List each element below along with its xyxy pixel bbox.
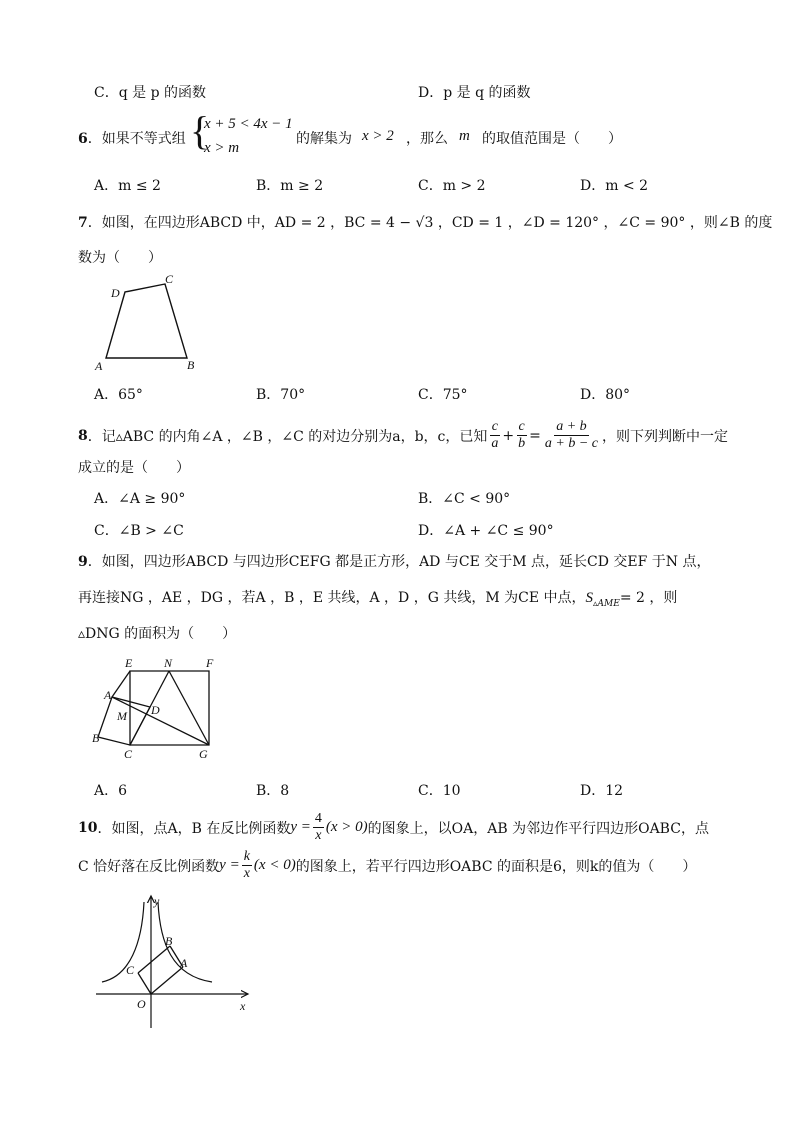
q10-line1-pre: ．如图，点A，B 在反比例函数	[97, 820, 291, 837]
q6-pre: ．如果不等式组	[87, 131, 186, 147]
domain-positive: (x > 0)	[325, 819, 368, 835]
fraction-c-over-b: $\frac{c}{b}$	[518, 419, 526, 451]
q10-line2-pre: C 恰好落在反比例函数	[78, 858, 220, 875]
q8-line2: 成立的是（ ）	[78, 460, 190, 476]
segment-bc	[138, 946, 170, 973]
q9-squares-figure	[88, 655, 218, 765]
q5-option-c: C．q 是 p 的函数	[94, 85, 206, 101]
q7-option-a: A．65°	[94, 387, 143, 403]
fraction-ab-over-abc: $\frac{a + b}{a + b - c}$	[544, 419, 598, 451]
q9-line2-post: = 2 ，则	[619, 590, 678, 606]
q6-option-a: A．m ≤ 2	[94, 178, 161, 194]
label-c: C	[124, 747, 133, 761]
q9-text: ．如图，四边形ABCD 与四边形CEFG 都是正方形，AD 与CE 交于M 点，延长CD 交EF 于N 点，	[87, 554, 711, 570]
q10-line1-post: 的图象上，以OA，AB 为邻边作平行四边形OABC，点	[367, 820, 709, 837]
q8-line1	[78, 420, 728, 451]
q6-inequality-2: x > m	[204, 140, 240, 156]
plus-sign: +	[502, 427, 515, 444]
q7-number: 7	[78, 215, 88, 231]
label-a: A	[104, 688, 112, 702]
label-n: N	[164, 656, 173, 670]
label-c: C	[126, 963, 135, 977]
q7-option-c: C．75°	[418, 387, 468, 403]
q7-line1	[78, 212, 772, 232]
q8-post: ，则下列判断中一定	[601, 428, 728, 445]
q6-mid2: ，那么	[406, 131, 448, 147]
area-subscript: ▵AME	[593, 598, 620, 609]
fraction-k-over-x: $\frac{k}{x}$	[243, 849, 250, 881]
q6-option-b: B．m ≥ 2	[256, 178, 324, 194]
axis-label-y: y	[154, 894, 160, 908]
label-b: B	[165, 934, 173, 948]
q8-option-a: A．∠A ≥ 90°	[94, 491, 186, 507]
q10-hyperbola-figure	[92, 888, 262, 1034]
label-e: E	[125, 656, 133, 670]
q6-option-d: D．m < 2	[580, 178, 649, 194]
axis-label-x: x	[240, 999, 246, 1013]
q7-quadrilateral-figure	[90, 270, 210, 375]
q6-post: 的取值范围是（ ）	[482, 131, 622, 147]
q9-option-c: C．10	[418, 783, 461, 799]
hyperbola-left-branch	[102, 902, 144, 982]
label-f: F	[206, 656, 214, 670]
q9-option-d: D．12	[580, 783, 624, 799]
q9-option-b: B．8	[256, 783, 290, 799]
square-cefg	[130, 671, 209, 745]
label-d: D	[151, 703, 160, 717]
q9-line2-text: 再连接NG ，AE ，DG ，若A ，B ，E 共线，A ，D ，G 共线，M 为CE 中点，	[78, 590, 586, 606]
q10-number: 10	[78, 819, 98, 836]
q8-option-c: C．∠B > ∠C	[94, 523, 184, 539]
q6-option-c: C．m > 2	[418, 178, 486, 194]
label-b: B	[187, 358, 195, 372]
area-symbol: S	[585, 590, 594, 606]
label-a: A	[180, 956, 188, 970]
line-ng	[169, 671, 209, 745]
q8-option-b: B．∠C < 90°	[418, 491, 511, 507]
fraction-4-over-x: $\frac{4}{x}$	[314, 811, 322, 843]
fraction-c-over-a: $\frac{c}{a}$	[491, 419, 499, 451]
q10-line1	[78, 812, 709, 843]
q8-option-d: D．∠A + ∠C ≤ 90°	[418, 523, 554, 539]
q5-option-d: D．p 是 q 的函数	[418, 85, 531, 101]
line-ae	[112, 671, 130, 697]
q6-var: m	[459, 128, 470, 144]
label-d: D	[111, 286, 120, 300]
q6-solution: x > 2	[362, 128, 394, 144]
line-cn	[130, 671, 169, 745]
system-brace: {	[190, 108, 210, 153]
q6-mid1: 的解集为	[296, 131, 352, 147]
label-b: B	[92, 731, 100, 745]
q7-option-b: B．70°	[256, 387, 306, 403]
domain-negative: (x < 0)	[253, 857, 296, 873]
q10-line2-post: 的图象上，若平行四边形OABC 的面积是6，则k的值为（ ）	[295, 858, 697, 875]
equals-sign: =	[529, 427, 541, 444]
q8-number: 8	[78, 427, 88, 444]
label-o: O	[137, 997, 146, 1011]
q7-option-d: D．80°	[580, 387, 631, 403]
q8-triangle-text: ▵ABC 的内角∠A ，∠B ，∠C 的对边分别为a，b，c，已知	[115, 428, 488, 445]
q9-line3: ▵DNG 的面积为（ ）	[78, 626, 237, 642]
q10-line2	[78, 850, 696, 881]
q9-number: 9	[78, 554, 88, 570]
segment-co	[138, 973, 151, 994]
q6-stem	[78, 128, 186, 148]
label-c: C	[165, 272, 174, 286]
label-a: A	[95, 359, 103, 373]
label-g: G	[199, 747, 208, 761]
q7-text: ．如图，在四边形ABCD 中，AD = 2 ，BC = 4 − √3 ，CD = 1 ，∠D = 120° ，∠C = 90° ，则∠B 的度	[87, 215, 773, 231]
segment-oa	[151, 967, 183, 994]
function-y-k: y =	[219, 857, 240, 873]
label-m: M	[117, 709, 127, 723]
q9-line1	[78, 551, 711, 571]
q6-inequality-1: x + 5 < 4x − 1	[204, 116, 293, 132]
q6-number: 6	[78, 131, 88, 147]
q9-line2	[78, 587, 677, 609]
q7-line2: 数为（ ）	[78, 250, 162, 266]
function-y: y =	[290, 819, 311, 835]
q8-pre: ．记	[87, 428, 116, 445]
q9-option-a: A．6	[94, 783, 128, 799]
